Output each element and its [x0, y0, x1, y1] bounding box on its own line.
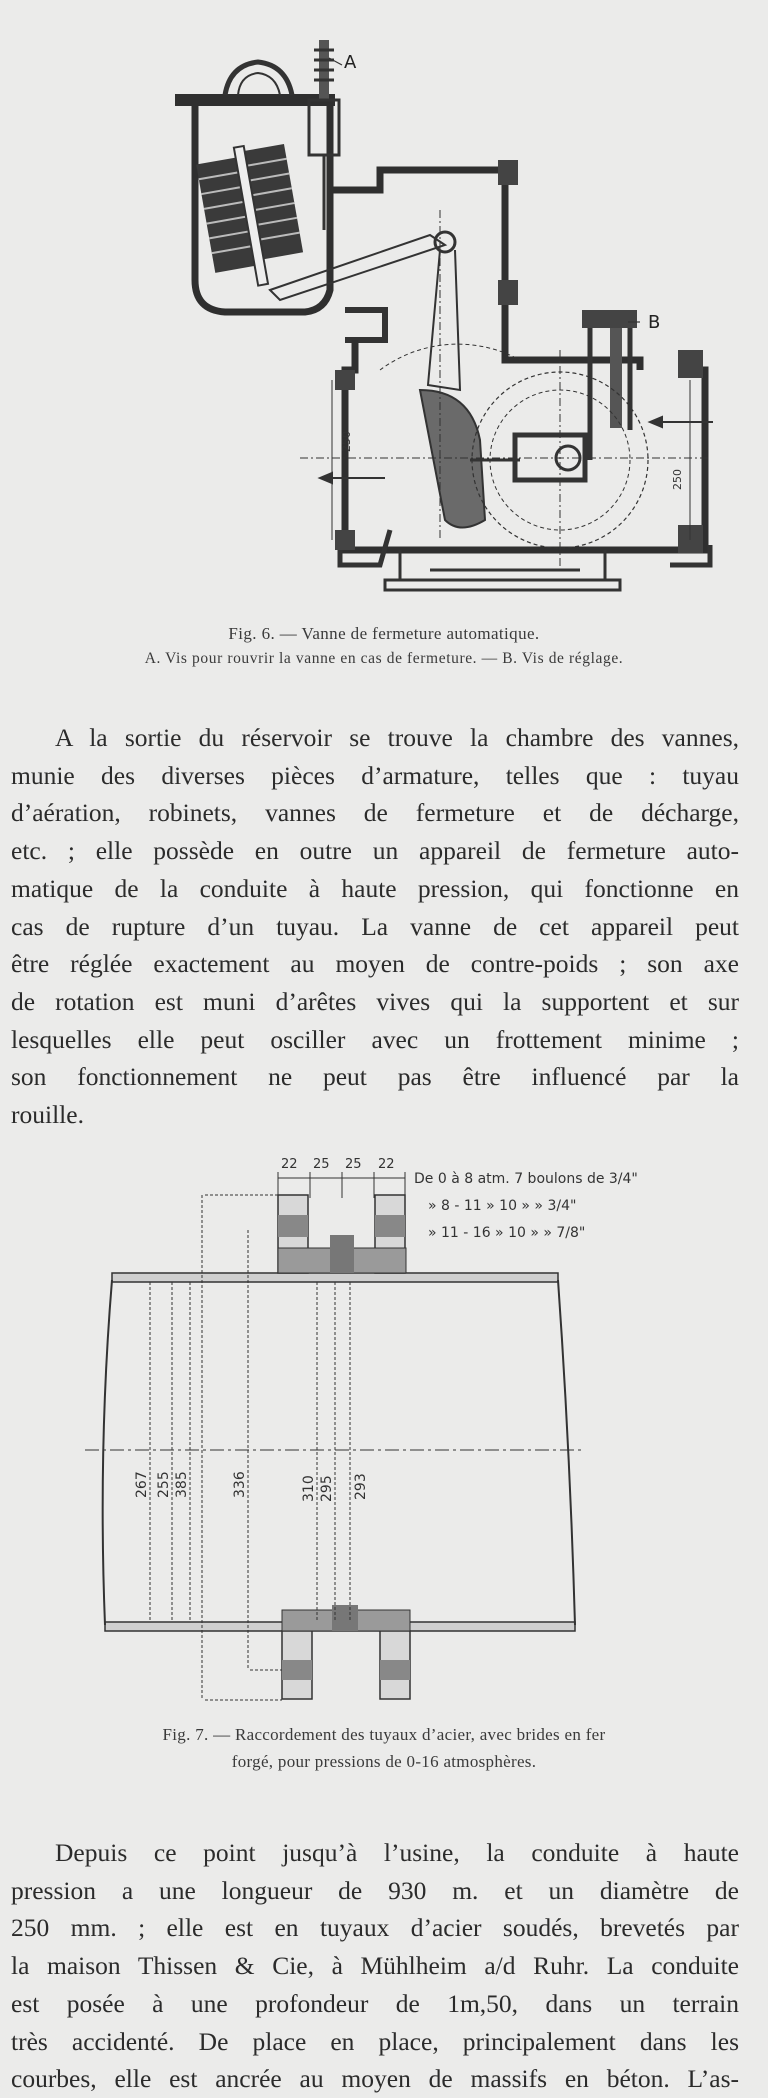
- bolt-table-row: De 0 à 8 atm. 7 boulons de 3/4": [414, 1171, 638, 1187]
- figure-7-drawing: [0, 1140, 768, 1750]
- paragraph-1-line: cas de rupture d’un tuyau. La vanne de cet appareil peut: [11, 911, 739, 941]
- paragraph-2-line: courbes, elle est ancrée au moyen de massifs en béton. L’as-: [11, 2064, 739, 2094]
- paragraph-1-line: munie des diverses pièces d’armature, telles que : tuyau: [11, 760, 739, 790]
- paragraph-1-line: rouille.: [11, 1100, 84, 1130]
- figure-6-drawing: [0, 10, 768, 610]
- paragraph-1-line: être réglée exactement au moyen de contre-poids ; son axe: [11, 949, 739, 979]
- paragraph-1-line: lesquelles elle peut osciller avec un frottement minime ;: [11, 1024, 739, 1054]
- paragraph-2: [11, 1834, 739, 2098]
- dim-310: 310: [301, 1475, 317, 1502]
- dim-295: 295: [319, 1475, 335, 1502]
- paragraph-1-line: etc. ; elle possède en outre un appareil de fermeture auto-: [11, 836, 739, 866]
- paragraph-2-line: pression a une longueur de 930 m. et un diamètre de: [11, 1875, 739, 1905]
- paragraph-2-line: Depuis ce point jusqu’à l’usine, la conduite à haute: [55, 1838, 739, 1867]
- figure-6-legend: A. Vis pour rouvrir la vanne en cas de fermeture. — B. Vis de réglage.: [144, 650, 624, 667]
- bolt-table-row: » 11 - 16 » 10 » » 7/8": [428, 1225, 586, 1241]
- paragraph-1-line: d’aération, robinets, vannes de fermeture et de décharge,: [11, 798, 739, 828]
- figure-7-caption-line-1: Fig. 7. — Raccordement des tuyaux d’acier, avec brides en fer: [162, 1725, 606, 1744]
- paragraph-1-line: de rotation est muni d’arêtes vives qui la supportent et sur: [11, 986, 739, 1016]
- label-b: B: [648, 312, 661, 333]
- dim-left-250: 250: [340, 431, 353, 452]
- dim-385: 385: [174, 1471, 190, 1498]
- paragraph-1-line: A la sortie du réservoir se trouve la chambre des vannes,: [55, 723, 739, 752]
- paragraph-2-line: est posée à une profondeur de 1m,50, dans un terrain: [11, 1988, 739, 2018]
- bolt-table-row: » 8 - 11 » 10 » » 3/4": [428, 1198, 577, 1214]
- paragraph-2-line: 250 mm. ; elle est en tuyaux d’acier soudés, brevetés par: [11, 1913, 739, 1943]
- paragraph-2-line: la maison Thissen & Cie, à Mühlheim a/d Ruhr. La conduite: [11, 1951, 739, 1981]
- dim-267: 267: [134, 1471, 150, 1498]
- top-dim-1: 22: [281, 1157, 298, 1172]
- dim-right-250: 250: [671, 469, 684, 490]
- paragraph-2-line: très accidenté. De place en place, principalement dans les: [11, 2026, 739, 2056]
- dim-336: 336: [232, 1471, 248, 1498]
- paragraph-1-line: matique de la conduite à haute pression, qui fonctionne en: [11, 873, 739, 903]
- paragraph-1: [11, 719, 739, 1134]
- label-a: A: [344, 52, 357, 73]
- top-dim-4: 22: [378, 1157, 395, 1172]
- paragraph-1-line: son fonctionnement ne peut pas être influencé par la: [11, 1062, 739, 1092]
- dim-293: 293: [353, 1473, 369, 1500]
- figure-6-caption: Fig. 6. — Vanne de fermeture automatique.: [228, 624, 540, 643]
- dim-255: 255: [156, 1471, 172, 1498]
- figure-7-caption-line-2: forgé, pour pressions de 0-16 atmosphères.: [231, 1752, 537, 1771]
- top-dim-2: 25: [313, 1157, 330, 1172]
- top-dim-3: 25: [345, 1157, 362, 1172]
